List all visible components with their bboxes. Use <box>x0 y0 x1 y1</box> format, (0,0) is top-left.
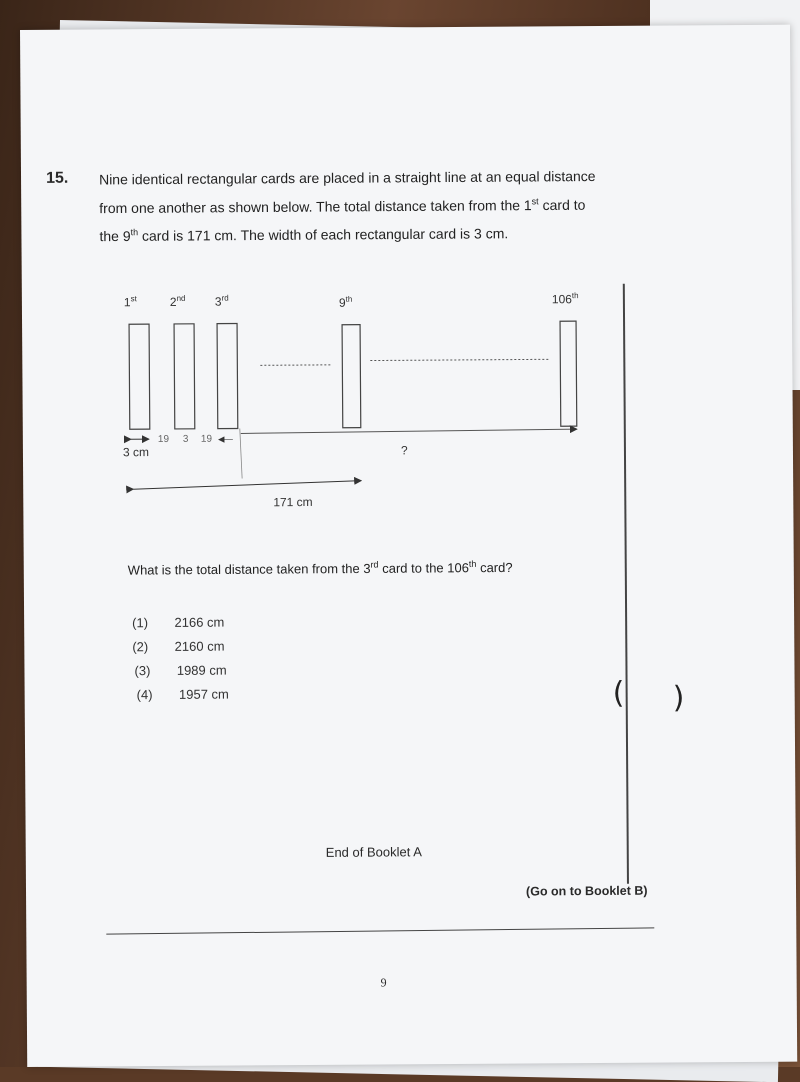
end-of-booklet: End of Booklet A <box>326 844 422 860</box>
answer-bracket-open: ( <box>613 676 625 711</box>
distance-arrow <box>133 481 361 490</box>
question-number: 15. <box>46 170 68 188</box>
card-1 <box>129 324 150 429</box>
question-line-2: from one another as shown below. The total distance taken from the 1st card to <box>99 196 585 216</box>
card-106 <box>560 321 577 426</box>
distance-label: 171 cm <box>273 495 312 509</box>
footer-rule <box>106 927 654 934</box>
label-2nd: 2nd <box>170 294 186 309</box>
gap-note-2: 3 <box>183 434 189 445</box>
card-3 <box>217 323 238 428</box>
option-1[interactable]: (1) 2166 cm <box>132 614 224 633</box>
option-4[interactable]: (4) 1957 cm <box>137 686 229 705</box>
question-line-1: Nine identical rectangular cards are placed in a straight line at an equal distance <box>99 168 596 187</box>
gap-note-3: 19 <box>201 434 213 445</box>
option-2[interactable]: (2) 2160 cm <box>132 638 224 657</box>
label-1st: 1st <box>124 294 138 309</box>
margin-line <box>623 284 629 884</box>
go-on-note: (Go on to Booklet B) <box>526 884 648 899</box>
card-2 <box>174 324 195 429</box>
unknown-label: ? <box>401 443 408 457</box>
dashed-gap-2 <box>370 359 550 360</box>
pencil-mark <box>240 428 242 478</box>
option-3[interactable]: (3) 1989 cm <box>134 662 226 681</box>
label-106th: 106th <box>552 291 579 306</box>
exam-page <box>20 25 797 1067</box>
cards-diagram <box>102 281 624 515</box>
label-3rd: 3rd <box>215 294 229 309</box>
width-label: 3 cm <box>123 445 149 459</box>
label-9th: 9th <box>339 295 352 310</box>
pencil-arrow <box>241 429 577 433</box>
question-line-3: the 9th card is 171 cm. The width of each rectangular card is 3 cm. <box>99 225 508 245</box>
page-number: 9 <box>381 975 387 990</box>
gap-note-1: 19 <box>158 434 170 445</box>
prompt: What is the total distance taken from the 3rd card to the 106th card? <box>128 559 513 578</box>
answer-bracket-close: ) <box>673 680 685 715</box>
card-9 <box>342 325 361 428</box>
